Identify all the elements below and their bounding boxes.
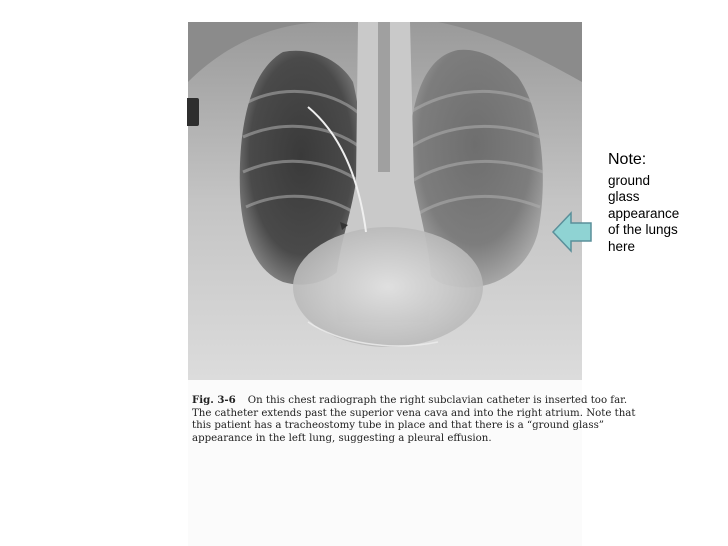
figure-number: Fig. 3-6 bbox=[192, 394, 236, 406]
note-body: ground glass appearance of the lungs here bbox=[608, 173, 680, 254]
caption-line-3: this patient has a tracheostomy tube in place and that there is a “ground glass” bbox=[192, 420, 605, 432]
caption-line-2: The catheter extends past the superior vena cava and into the right atrium. Note that bbox=[192, 407, 636, 419]
caption-line-1-text: On this chest radiograph the right subclavian catheter is inserted too far. bbox=[247, 395, 628, 406]
annotation-note bbox=[608, 150, 720, 255]
chest-radiograph bbox=[188, 22, 582, 380]
caption-line-1 bbox=[192, 394, 628, 408]
figure-caption bbox=[192, 394, 636, 445]
chest-radiograph-image bbox=[188, 22, 582, 380]
scanned-page bbox=[188, 22, 636, 546]
page-edge-marker bbox=[187, 98, 199, 126]
left-arrow-icon bbox=[551, 210, 593, 254]
note-title: Note: bbox=[608, 151, 647, 168]
caption-line-4: appearance in the left lung, suggesting a pleural effusion. bbox=[192, 432, 492, 444]
